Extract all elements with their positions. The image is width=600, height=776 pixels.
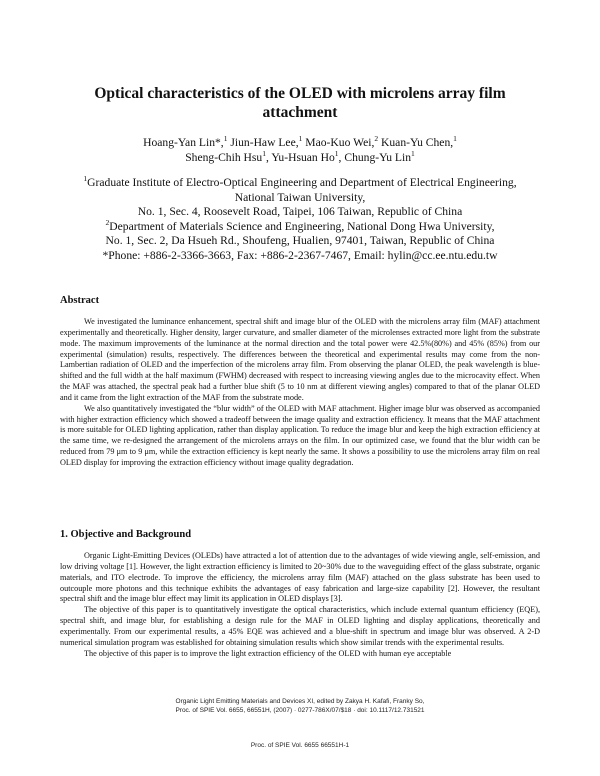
abstract-heading: Abstract: [60, 295, 100, 306]
title-line-1: Optical characteristics of the OLED with microlens array film: [94, 85, 506, 102]
section-1-paragraph-1: Organic Light-Emitting Devices (OLEDs) have attracted a lot of attention due to the advantages of wide viewing angle, self-emission, and low driving voltage [1]. However, the light extraction efficiency is limited to 20~30% due to the waveguiding effect of the glass substrate, organic materials, and ITO electrode. To improve the efficiency, the microlens array film (MAF) attached on the glass substrate has been used to outcouple more photons and this technique exhibits the advantages of easy fabrication and large-size capability [2]. However, the resultant spectral shift and the image blur effect may limit its application in OLED displays [3].: [60, 551, 540, 604]
affil-mark: 2: [105, 217, 110, 227]
citation-footer: [60, 698, 540, 716]
section-objective: [60, 528, 540, 659]
affiliation-block: [60, 176, 540, 264]
affiliation-2-line-2: No. 1, Sec. 2, Da Hsueh Rd., Shoufeng, Hualien, 97401, Taiwan, Republic of China: [105, 234, 495, 248]
citation-line-1: Organic Light Emitting Materials and Devices XI, edited by Zakya H. Kafafi, Franky So,: [175, 698, 425, 705]
author-affil-mark: 1: [223, 134, 228, 144]
author-line-1: [60, 135, 540, 150]
section-1-heading: 1. Objective and Background: [60, 529, 192, 540]
section-1-paragraph-2: The objective of this paper is to quantitatively investigate the optical characteristics, which include external quantum efficiency (EQE), spectral shift, and image blur, for establishing a design rule for the MAF in OLED lighting and display applications, theoretically and experimentally. From our experimental results, a 45% EQE was achieved and a blue-shift in spectrum and image blur was observed. A 2-D numerical simulation program was established for obtaining simulation results which show similar trends with the experimental results.: [60, 605, 540, 647]
abstract-paragraph-1: We investigated the luminance enhancement, spectral shift and image blur of the OLED with the microlens array film (MAF) attachment experimentally and theoretically. Higher density, larger curvature, and smaller diameter of the microlenses extracted more light from the substrate mode. The maximum improvements of the luminance at the normal direction and the total power were 42.5%(80%) and 45% (85%) from our experimental (simulation) results, respectively. The differences between the theoretical and experimental results may come from the non-Lambertian radiation of OLED and the imperfection of the microlens array film. From observing the planar OLED, the peak wavelength is blue-shifted and the full width at the half maximum (FWHM) decreased with respect to increasing viewing angles due to the microcavity effect. When the MAF was attached, the spectral peak had a further blue shift (5 to 10 nm at different viewing angles) compared to that of the planar OLED and it came from the light extraction of the MAF from the substrate mode.: [60, 317, 540, 402]
author-affil-mark: 1: [334, 149, 339, 159]
title-line-2: attachment: [262, 104, 338, 121]
author-line-2: [60, 150, 540, 165]
author-affil-mark: 1: [411, 149, 415, 159]
author-name: Hoang-Yan Lin*,: [143, 136, 224, 149]
affiliation-1-line-3: No. 1, Sec. 4, Roosevelt Road, Taipei, 106 Taiwan, Republic of China: [137, 205, 463, 219]
author-affil-mark: 1: [298, 134, 303, 144]
abstract-paragraph-2: We also quantitatively investigated the “blur width” of the OLED with MAF attachment. Higher image blur was observed as accompanied with higher extraction efficiency which showed a tradeoff between the image quality and extraction efficiency. It means that the MAF attachment is more suitable for OLED lighting application, rather than display application. To reduce the image blur and keep the high extraction efficiency at the same time, we re-designed the arrangement of the microlens arrays on the film. In our optimized case, we found that the blur width can be reduced from 79 μm to 9 μm, while the extraction efficiency is kept nearly the same. It shows a possibility to use the microlens array film on real OLED display for improving the extraction efficiency without image quality degradation.: [60, 403, 540, 467]
author-name: Mao-Kuo Wei,: [305, 136, 375, 149]
author-name: Sheng-Chih Hsu: [185, 151, 263, 164]
author-name: , Yu-Hsuan Ho: [265, 151, 335, 164]
abstract-section: [60, 294, 540, 469]
author-name: Kuan-Yu Chen,: [381, 136, 454, 149]
section-1-paragraph-3: The objective of this paper is to improve the light extraction efficiency of the OLED with human eye acceptable: [84, 648, 452, 658]
author-affil-mark: 2: [374, 134, 379, 144]
page-identifier: Proc. of SPIE Vol. 6655 66551H-1: [250, 742, 350, 749]
affil-mark: 1: [83, 174, 88, 184]
author-affil-mark: 1: [262, 149, 266, 159]
author-list: [60, 135, 540, 165]
affiliation-1-line-1: $^1$Graduate Institute of Electro-Optical Engineering and Department of Electrical Engineering,: [83, 174, 517, 189]
author-name: , Chung-Yu Lin: [338, 151, 412, 164]
affiliation-1-line-2: National Taiwan University,: [234, 190, 366, 204]
citation-line-2: Proc. of SPIE Vol. 6655, 66551H, (2007) · 0277-786X/07/$18 · doi: 10.1117/12.731521: [175, 706, 425, 714]
author-affil-mark: 1: [453, 134, 457, 144]
paper-title: [60, 84, 540, 122]
author-name: Jiun-Haw Lee,: [230, 136, 299, 149]
contact-line: *Phone: +886-2-3366-3663, Fax: +886-2-2367-7467, Email: hylin@cc.ee.ntu.edu.tw: [102, 248, 498, 262]
affiliation-2-line-1: $^2$Department of Materials Science and Engineering, National Dong Hwa University,: [105, 217, 495, 233]
